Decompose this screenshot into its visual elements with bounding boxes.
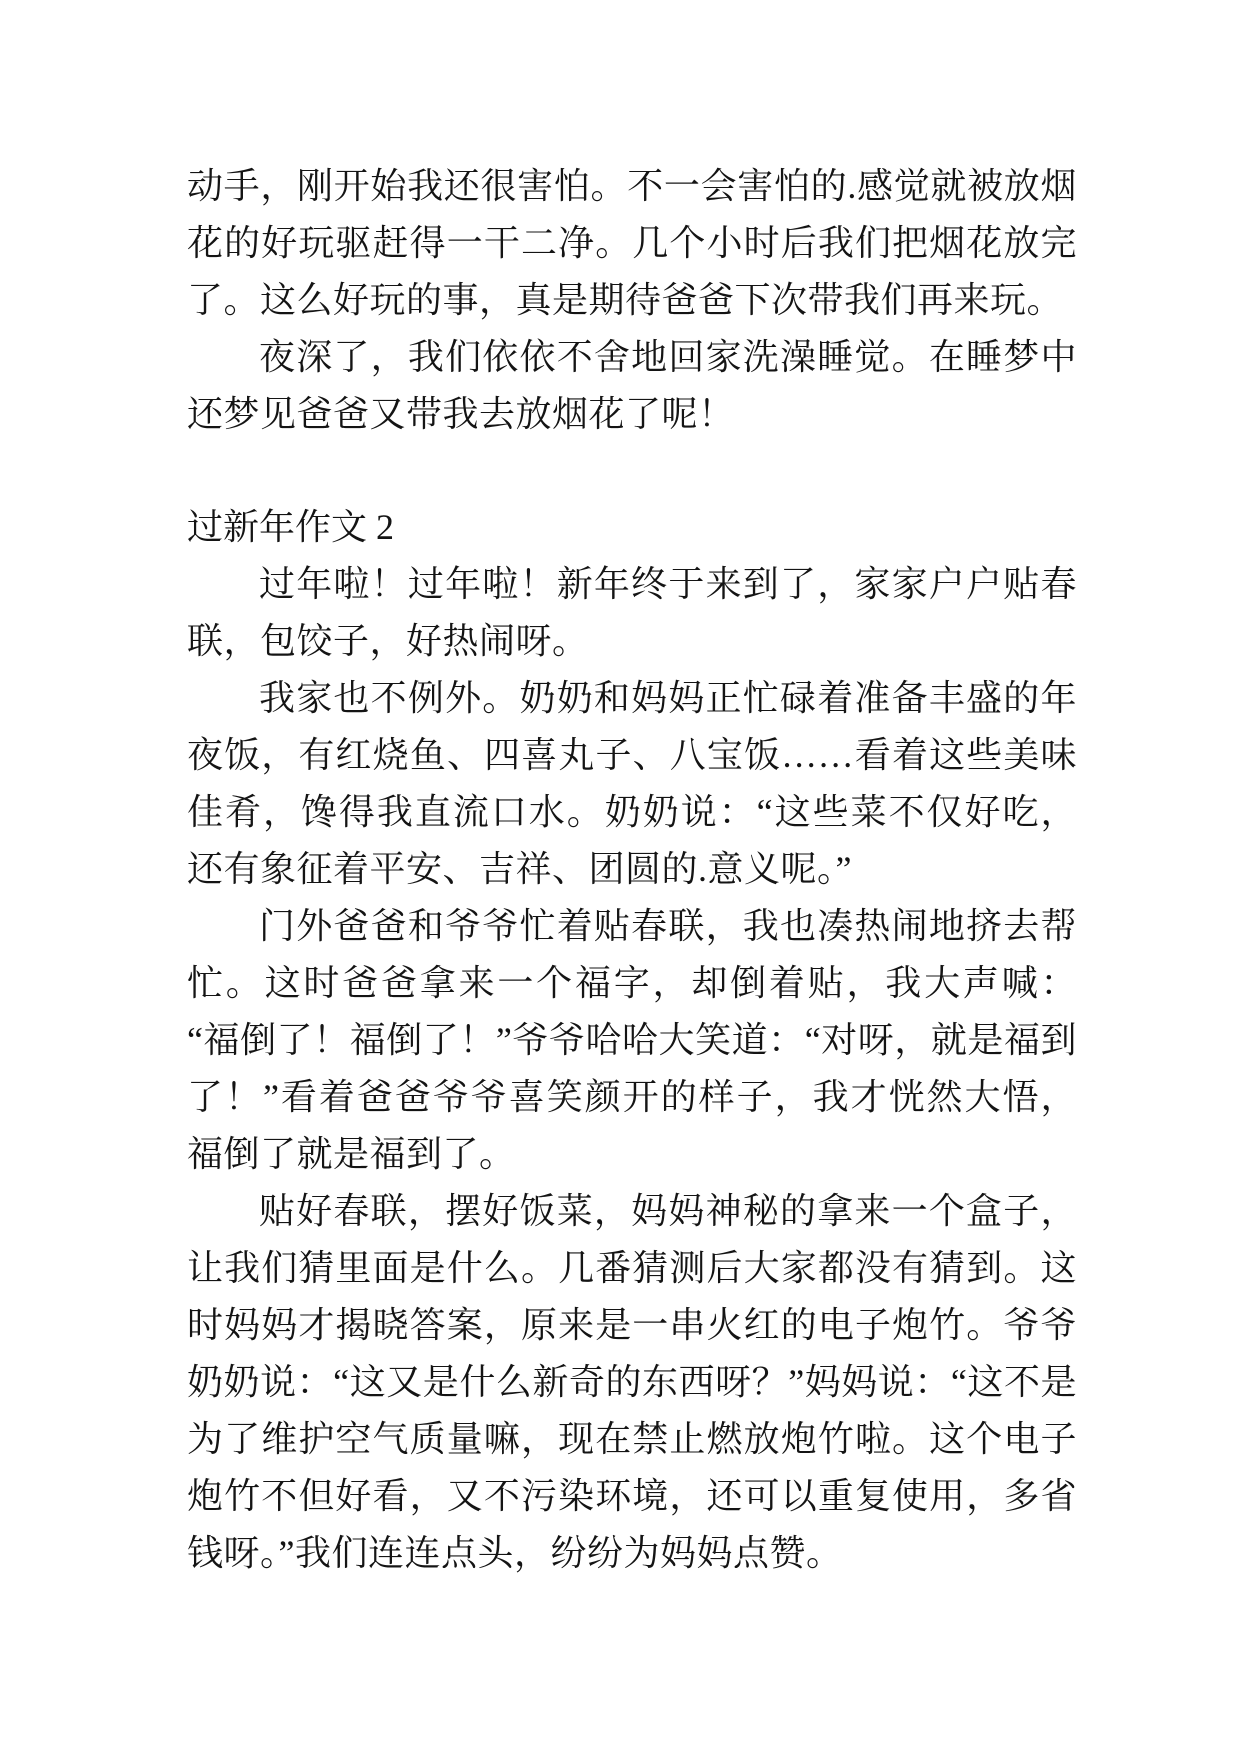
paragraph: 过年啦！过年啦！新年终于来到了，家家户户贴春联，包饺子，好热闹呀。 — [187, 564, 1077, 661]
paragraph: 夜深了，我们依依不舍地回家洗澡睡觉。在睡梦中还梦见爸爸又带我去放烟花了呢！ — [187, 337, 1077, 434]
paragraph-continuation: 动手，刚开始我还很害怕。不一会害怕的.感觉就被放烟花的好玩驱赶得一干二净。几个小时后我们把烟花放完了。这么好玩的事，真是期待爸爸下次带我们再来玩。 — [187, 166, 1077, 320]
paragraph: 贴好春联，摆好饭菜，妈妈神秘的拿来一个盒子，让我们猜里面是什么。几番猜测后大家都没有猜到。这时妈妈才揭晓答案，原来是一串火红的电子炮竹。爷爷奶奶说：“这又是什么新奇的东西呀？”妈妈说：“这不是为了维护空气质量嘛，现在禁止燃放炮竹啦。这个电子炮竹不但好看，又不污染环境，还可以重复使用，多省钱呀。”我们连连点头，纷纷为妈妈点赞。 — [187, 1191, 1077, 1573]
section-heading-essay-2: 过新年作文 2 — [187, 507, 395, 547]
paragraph: 我家也不例外。奶奶和妈妈正忙碌着准备丰盛的年夜饭，有红烧鱼、四喜丸子、八宝饭……看着这些美味佳肴，馋得我直流口水。奶奶说：“这些菜不仅好吃，还有象征着平安、吉祥、团圆的.意义呢。” — [187, 678, 1077, 889]
paragraph: 门外爸爸和爷爷忙着贴春联，我也凑热闹地挤去帮忙。这时爸爸拿来一个福字，却倒着贴，我大声喊：“福倒了！福倒了！”爷爷哈哈大笑道：“对呀，就是福到了！”看着爸爸爷爷喜笑颜开的样子，我才恍然大悟，福倒了就是福到了。 — [187, 906, 1077, 1174]
essay-body — [187, 158, 1077, 1582]
